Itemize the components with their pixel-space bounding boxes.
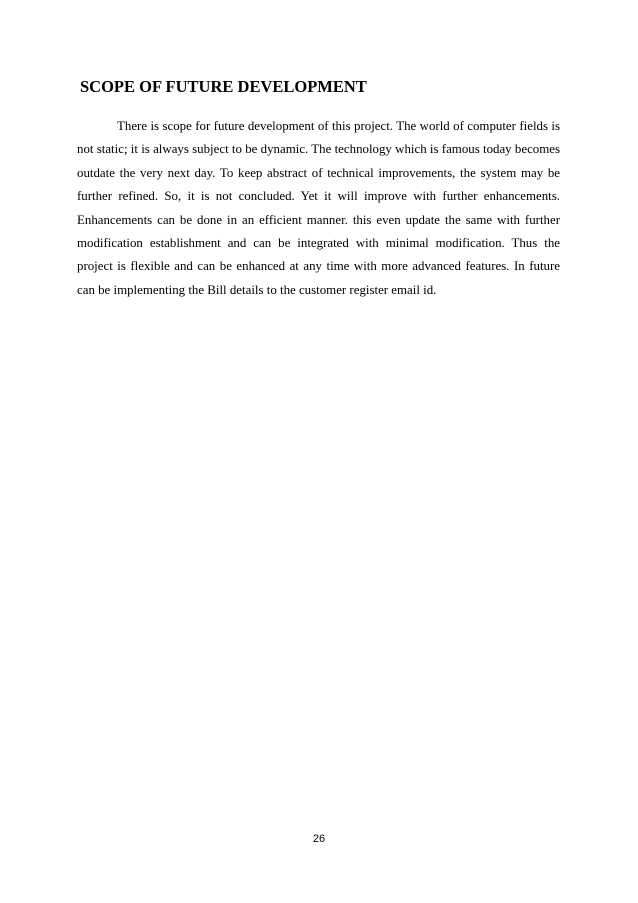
page-number: 26 bbox=[312, 833, 326, 845]
section-heading: SCOPE OF FUTURE DEVELOPMENT bbox=[80, 77, 367, 96]
body-paragraph: There is scope for future development of this project. The world of computer fields is not static; it is always subject to be dynamic. The technology which is famous today becomes outdate the very next day. To keep abstract of technical improvements, the system may be further refined. So, it is not concluded. Yet it will improve with further enhancements. Enhancements can be done in an efficient manner. this even update the same with further modification establishment and can be integrated with minimal modification. Thus the project is flexible and can be enhanced at any time with more advanced features. In future can be implementing the Bill details to the customer register email id. bbox=[77, 119, 560, 297]
